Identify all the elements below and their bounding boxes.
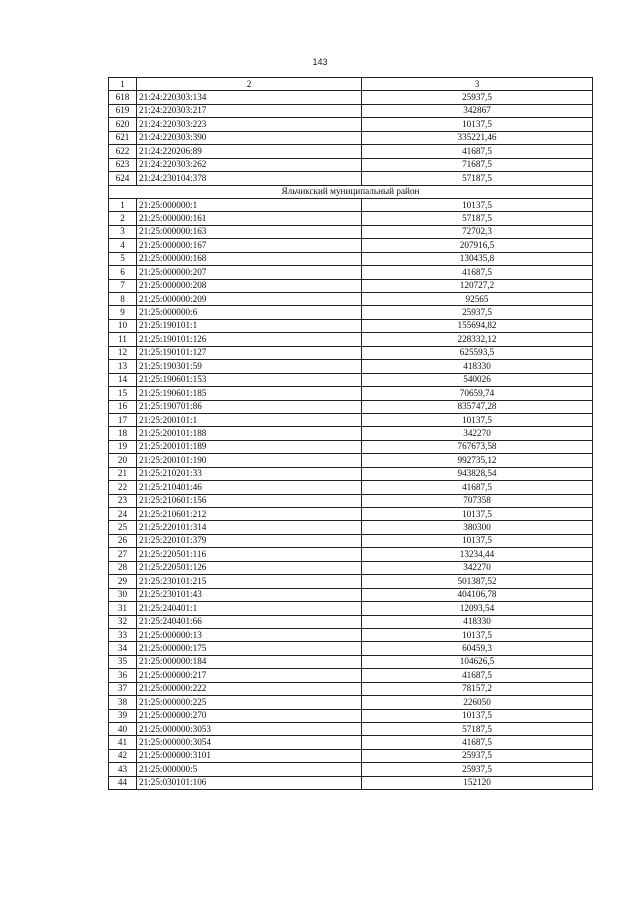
value-cell: 404106,78: [362, 588, 593, 601]
cadastral-number-cell: 21:25:000000:217: [137, 669, 362, 682]
cadastral-number-cell: 21:25:000000:208: [137, 279, 362, 292]
table-row: [109, 521, 593, 534]
value-cell: 625593,5: [362, 346, 593, 359]
cadastral-number-cell: 21:25:220101:379: [137, 534, 362, 547]
row-index-cell: 30: [109, 588, 137, 601]
cadastral-number-cell: 21:24:220303:262: [137, 158, 362, 171]
cadastral-number-cell: 21:25:000000:167: [137, 239, 362, 252]
cadastral-number-cell: 21:24:230104:378: [137, 172, 362, 185]
table-row: [109, 91, 593, 104]
cadastral-number-cell: 21:25:190301:59: [137, 360, 362, 373]
table-row: [109, 669, 593, 682]
row-index-cell: 11: [109, 333, 137, 346]
value-cell: 57187,5: [362, 723, 593, 736]
header-cell-value: 3: [362, 78, 593, 91]
row-index-cell: 618: [109, 91, 137, 104]
cadastral-number-cell: 21:25:000000:13: [137, 628, 362, 641]
row-index-cell: 4: [109, 239, 137, 252]
cadastral-number-cell: 21:25:000000:6: [137, 306, 362, 319]
value-cell: 57187,5: [362, 212, 593, 225]
cadastral-number-cell: 21:25:220501:126: [137, 561, 362, 574]
table-row: [109, 118, 593, 131]
table-row: [109, 628, 593, 641]
table-row: [109, 400, 593, 413]
cadastral-number-cell: 21:24:220206:89: [137, 145, 362, 158]
table-row: [109, 373, 593, 386]
cadastral-number-cell: 21:25:000000:225: [137, 696, 362, 709]
value-cell: 41687,5: [362, 481, 593, 494]
cadastral-number-cell: 21:24:220303:217: [137, 104, 362, 117]
table-row: [109, 387, 593, 400]
row-index-cell: 41: [109, 736, 137, 749]
value-cell: 380300: [362, 521, 593, 534]
cadastral-table: [108, 77, 593, 790]
row-index-cell: 29: [109, 575, 137, 588]
value-cell: 10137,5: [362, 413, 593, 426]
row-index-cell: 9: [109, 306, 137, 319]
value-cell: 152120: [362, 776, 593, 789]
table-header-row: [109, 78, 593, 91]
value-cell: 130435,8: [362, 252, 593, 265]
cadastral-number-cell: 21:25:200101:188: [137, 427, 362, 440]
value-cell: 72702,3: [362, 225, 593, 238]
value-cell: 78157,2: [362, 682, 593, 695]
table-row: [109, 360, 593, 373]
value-cell: 120727,2: [362, 279, 593, 292]
row-index-cell: 23: [109, 494, 137, 507]
value-cell: 342867: [362, 104, 593, 117]
cadastral-number-cell: 21:25:000000:270: [137, 709, 362, 722]
row-index-cell: 28: [109, 561, 137, 574]
row-index-cell: 623: [109, 158, 137, 171]
section-title: Яльчикский муниципальный район: [109, 185, 593, 198]
table-row: [109, 776, 593, 789]
row-index-cell: 12: [109, 346, 137, 359]
table-row: [109, 749, 593, 762]
row-index-cell: 22: [109, 481, 137, 494]
table-row: [109, 145, 593, 158]
value-cell: 501387,52: [362, 575, 593, 588]
table-row: [109, 131, 593, 144]
table-row: [109, 198, 593, 211]
header-cell-code: 2: [137, 78, 362, 91]
value-cell: 767673,58: [362, 440, 593, 453]
cadastral-number-cell: 21:25:190101:1: [137, 319, 362, 332]
row-index-cell: 40: [109, 723, 137, 736]
value-cell: 342270: [362, 427, 593, 440]
value-cell: 25937,5: [362, 306, 593, 319]
table-row: [109, 534, 593, 547]
row-index-cell: 36: [109, 669, 137, 682]
row-index-cell: 10: [109, 319, 137, 332]
row-index-cell: 2: [109, 212, 137, 225]
table-row: [109, 508, 593, 521]
cadastral-number-cell: 21:25:190701:86: [137, 400, 362, 413]
value-cell: 342270: [362, 561, 593, 574]
value-cell: 540026: [362, 373, 593, 386]
row-index-cell: 1: [109, 198, 137, 211]
row-index-cell: 27: [109, 548, 137, 561]
cadastral-number-cell: 21:25:000000:3053: [137, 723, 362, 736]
row-index-cell: 20: [109, 454, 137, 467]
row-index-cell: 624: [109, 172, 137, 185]
cadastral-number-cell: 21:25:210201:33: [137, 467, 362, 480]
cadastral-number-cell: 21:25:000000:209: [137, 293, 362, 306]
table-row: [109, 588, 593, 601]
value-cell: 335221,46: [362, 131, 593, 144]
cadastral-number-cell: 21:24:220303:134: [137, 91, 362, 104]
cadastral-number-cell: 21:25:000000:161: [137, 212, 362, 225]
table-row: [109, 427, 593, 440]
value-cell: 418330: [362, 360, 593, 373]
page-number: 143: [312, 57, 328, 67]
table-row: [109, 736, 593, 749]
value-cell: 70659,74: [362, 387, 593, 400]
cadastral-number-cell: 21:25:000000:5: [137, 763, 362, 776]
row-index-cell: 7: [109, 279, 137, 292]
row-index-cell: 39: [109, 709, 137, 722]
value-cell: 943828,54: [362, 467, 593, 480]
table-row: [109, 104, 593, 117]
table-row: [109, 602, 593, 615]
value-cell: 57187,5: [362, 172, 593, 185]
row-index-cell: 35: [109, 655, 137, 668]
cadastral-number-cell: 21:24:220303:390: [137, 131, 362, 144]
table-row: [109, 319, 593, 332]
row-index-cell: 621: [109, 131, 137, 144]
value-cell: 104626,5: [362, 655, 593, 668]
value-cell: 41687,5: [362, 145, 593, 158]
row-index-cell: 15: [109, 387, 137, 400]
cadastral-number-cell: 21:25:030101:106: [137, 776, 362, 789]
row-index-cell: 25: [109, 521, 137, 534]
value-cell: 10137,5: [362, 118, 593, 131]
cadastral-number-cell: 21:25:210401:46: [137, 481, 362, 494]
value-cell: 41687,5: [362, 736, 593, 749]
table-row: [109, 655, 593, 668]
cadastral-number-cell: 21:25:190601:153: [137, 373, 362, 386]
value-cell: 25937,5: [362, 91, 593, 104]
row-index-cell: 8: [109, 293, 137, 306]
table-row: [109, 696, 593, 709]
header-cell-index: 1: [109, 78, 137, 91]
cadastral-number-cell: 21:25:000000:163: [137, 225, 362, 238]
value-cell: 418330: [362, 615, 593, 628]
value-cell: 155694,82: [362, 319, 593, 332]
cadastral-number-cell: 21:25:000000:222: [137, 682, 362, 695]
row-index-cell: 38: [109, 696, 137, 709]
value-cell: 13234,44: [362, 548, 593, 561]
row-index-cell: 19: [109, 440, 137, 453]
row-index-cell: 5: [109, 252, 137, 265]
table-row: [109, 306, 593, 319]
cadastral-number-cell: 21:25:220101:314: [137, 521, 362, 534]
value-cell: 41687,5: [362, 669, 593, 682]
table-row: [109, 212, 593, 225]
row-index-cell: 44: [109, 776, 137, 789]
row-index-cell: 26: [109, 534, 137, 547]
row-index-cell: 43: [109, 763, 137, 776]
value-cell: 41687,5: [362, 266, 593, 279]
table-row: [109, 158, 593, 171]
cadastral-number-cell: 21:25:190101:126: [137, 333, 362, 346]
row-index-cell: 622: [109, 145, 137, 158]
row-index-cell: 14: [109, 373, 137, 386]
table-row: [109, 333, 593, 346]
table-row: [109, 279, 593, 292]
row-index-cell: 37: [109, 682, 137, 695]
row-index-cell: 18: [109, 427, 137, 440]
row-index-cell: 32: [109, 615, 137, 628]
value-cell: 992735,12: [362, 454, 593, 467]
table-row: [109, 723, 593, 736]
table-row: [109, 346, 593, 359]
cadastral-number-cell: 21:24:220303:223: [137, 118, 362, 131]
row-index-cell: 33: [109, 628, 137, 641]
table-row: [109, 481, 593, 494]
table-row: [109, 293, 593, 306]
cadastral-number-cell: 21:25:000000:184: [137, 655, 362, 668]
table-row: [109, 642, 593, 655]
table-row: [109, 467, 593, 480]
cadastral-number-cell: 21:25:210601:156: [137, 494, 362, 507]
table-row: [109, 440, 593, 453]
cadastral-number-cell: 21:25:000000:1: [137, 198, 362, 211]
table-row: [109, 252, 593, 265]
cadastral-number-cell: 21:25:200101:1: [137, 413, 362, 426]
row-index-cell: 31: [109, 602, 137, 615]
table-row: [109, 454, 593, 467]
row-index-cell: 21: [109, 467, 137, 480]
row-index-cell: 13: [109, 360, 137, 373]
value-cell: 92565: [362, 293, 593, 306]
value-cell: 10137,5: [362, 198, 593, 211]
value-cell: 25937,5: [362, 763, 593, 776]
value-cell: 835747,28: [362, 400, 593, 413]
table-row: [109, 548, 593, 561]
cadastral-number-cell: 21:25:240401:66: [137, 615, 362, 628]
cadastral-number-cell: 21:25:230101:43: [137, 588, 362, 601]
row-index-cell: 34: [109, 642, 137, 655]
value-cell: 10137,5: [362, 508, 593, 521]
table-row: [109, 575, 593, 588]
value-cell: 10137,5: [362, 534, 593, 547]
cadastral-number-cell: 21:25:190101:127: [137, 346, 362, 359]
row-index-cell: 619: [109, 104, 137, 117]
value-cell: 60459,3: [362, 642, 593, 655]
table-row: [109, 266, 593, 279]
cadastral-number-cell: 21:25:210601:212: [137, 508, 362, 521]
table-row: [109, 172, 593, 185]
row-index-cell: 16: [109, 400, 137, 413]
table-body: [109, 78, 593, 790]
value-cell: 207916,5: [362, 239, 593, 252]
table-row: [109, 494, 593, 507]
row-index-cell: 42: [109, 749, 137, 762]
value-cell: 12093,54: [362, 602, 593, 615]
value-cell: 707358: [362, 494, 593, 507]
cadastral-number-cell: 21:25:200101:190: [137, 454, 362, 467]
table-row: [109, 561, 593, 574]
cadastral-number-cell: 21:25:240401:1: [137, 602, 362, 615]
table-row: [109, 615, 593, 628]
row-index-cell: 24: [109, 508, 137, 521]
value-cell: 71687,5: [362, 158, 593, 171]
row-index-cell: 620: [109, 118, 137, 131]
section-row: [109, 185, 593, 198]
cadastral-number-cell: 21:25:000000:207: [137, 266, 362, 279]
cadastral-number-cell: 21:25:200101:189: [137, 440, 362, 453]
cadastral-number-cell: 21:25:000000:3101: [137, 749, 362, 762]
table-row: [109, 225, 593, 238]
table-row: [109, 239, 593, 252]
table-row: [109, 413, 593, 426]
value-cell: 10137,5: [362, 628, 593, 641]
cadastral-number-cell: 21:25:190601:185: [137, 387, 362, 400]
table-row: [109, 763, 593, 776]
value-cell: 25937,5: [362, 749, 593, 762]
table-row: [109, 709, 593, 722]
cadastral-number-cell: 21:25:220501:116: [137, 548, 362, 561]
cadastral-number-cell: 21:25:000000:3054: [137, 736, 362, 749]
cadastral-number-cell: 21:25:230101:215: [137, 575, 362, 588]
cadastral-number-cell: 21:25:000000:175: [137, 642, 362, 655]
row-index-cell: 6: [109, 266, 137, 279]
table-row: [109, 682, 593, 695]
cadastral-number-cell: 21:25:000000:168: [137, 252, 362, 265]
row-index-cell: 17: [109, 413, 137, 426]
value-cell: 10137,5: [362, 709, 593, 722]
value-cell: 228332,12: [362, 333, 593, 346]
value-cell: 226050: [362, 696, 593, 709]
row-index-cell: 3: [109, 225, 137, 238]
